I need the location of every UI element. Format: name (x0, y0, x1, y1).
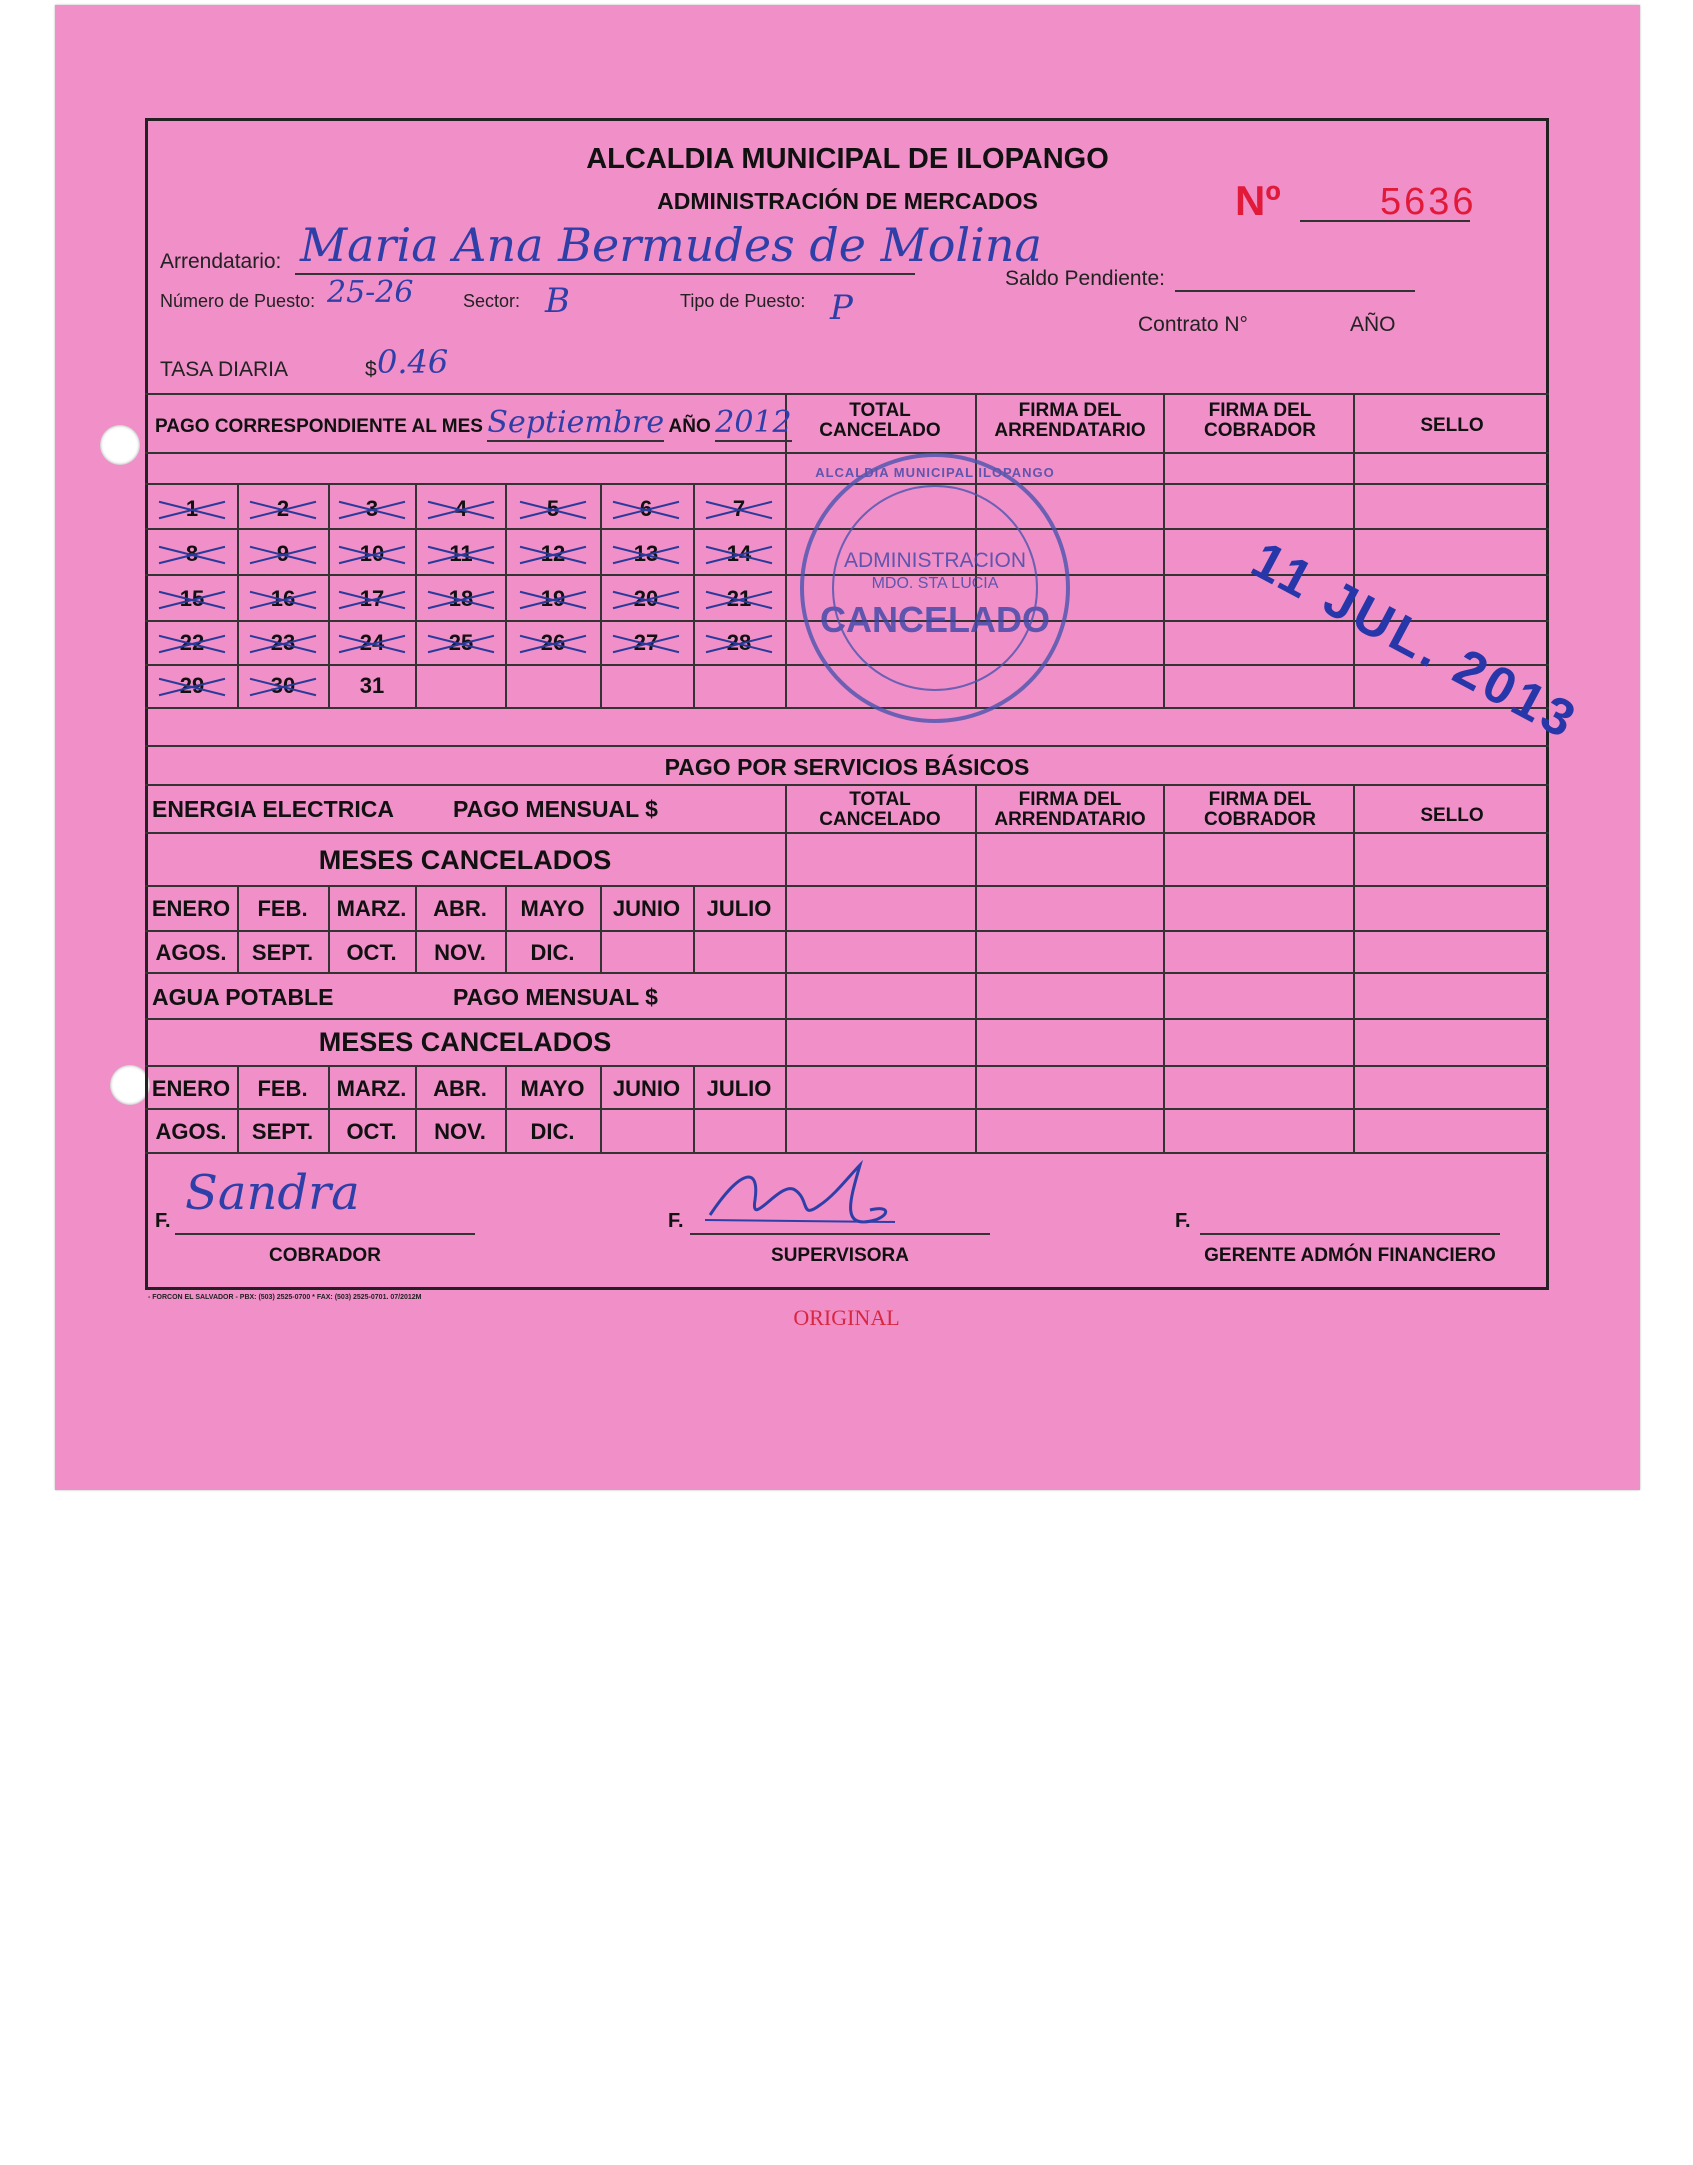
day-cell: 7 (695, 496, 783, 522)
sector-label: Sector: (463, 291, 521, 311)
agua-month-marz: MARZ. (336, 1076, 407, 1101)
agua-month-julio: JULIO (706, 1076, 772, 1101)
col-firma-arrendatario: FIRMA DEL ARRENDATARIO (994, 400, 1146, 441)
day-cell: 28 (695, 630, 783, 656)
anio-label: AÑO (1350, 313, 1396, 336)
punch-hole-top (100, 425, 140, 465)
day-cell: 10 (328, 541, 416, 567)
day-cell: 6 (602, 496, 690, 522)
day-cell: 30 (239, 673, 327, 699)
cobrador-f-prefix: F. (155, 1210, 171, 1232)
day-cell: 15 (148, 586, 236, 612)
saldo-pendiente-label: Saldo Pendiente: (1005, 267, 1165, 290)
day-cell: 4 (417, 496, 505, 522)
energia-month-julio: JULIO (706, 896, 772, 921)
energia-month-nov: NOV. (434, 940, 486, 965)
tasa-diaria-label: TASA DIARIA (160, 358, 288, 381)
punch-hole-bottom (110, 1065, 150, 1105)
year-label: AÑO (668, 416, 711, 437)
printer-footnote: - FORCON EL SALVADOR - PBX: (503) 2525-0700 * FAX: (503) 2525-0701. 07/2012M (148, 1294, 422, 1301)
numero-puesto-label: Número de Puesto: (160, 291, 316, 311)
energia-month-dic: DIC. (530, 940, 575, 965)
administracion-seal (800, 453, 1070, 723)
day-cell: 9 (239, 541, 327, 567)
day-cell: 1 (148, 496, 236, 522)
day-cell: 17 (328, 586, 416, 612)
energia-month-mayo: MAYO (520, 896, 585, 921)
document-title: ALCALDIA MUNICIPAL DE ILOPANGO (586, 143, 1109, 175)
agua-label: AGUA POTABLE (152, 984, 334, 1010)
agua-month-feb: FEB. (257, 1076, 308, 1101)
month-value: Septiembre (487, 405, 665, 440)
tipo-puesto-label: Tipo de Puesto: (680, 291, 806, 311)
month-row (155, 405, 792, 440)
energia-pago-mensual-label: PAGO MENSUAL $ (453, 796, 658, 822)
col-total-cancelado: TOTAL CANCELADO (819, 400, 941, 441)
day-cell: 20 (602, 586, 690, 612)
energia-month-oct: OCT. (346, 940, 397, 965)
day-cell: 11 (417, 541, 505, 567)
agua-month-agos: AGOS. (155, 1119, 227, 1144)
arrendatario-value: Maria Ana Bermudes de Molina (300, 218, 1042, 272)
day-cell: 22 (148, 630, 236, 656)
energia-month-enero: ENERO (151, 896, 231, 921)
gerente-f-prefix: F. (1175, 1210, 1191, 1232)
day-cell: 16 (239, 586, 327, 612)
tipo-puesto-value: P (830, 288, 853, 328)
col-firma-cobrador: FIRMA DEL COBRADOR (1204, 400, 1316, 441)
document-subtitle: ADMINISTRACIÓN DE MERCADOS (657, 188, 1038, 214)
day-cell: 12 (509, 541, 597, 567)
tasa-currency: $ (365, 358, 377, 381)
day-cell: 19 (509, 586, 597, 612)
receipt-number-value: 5636 (1380, 181, 1477, 223)
seal-line-1: ADMINISTRACION (843, 549, 1026, 572)
year-value: 2012 (715, 405, 792, 440)
agua-pago-mensual-label: PAGO MENSUAL $ (453, 984, 658, 1010)
agua-month-oct: OCT. (346, 1119, 397, 1144)
day-cell: 23 (239, 630, 327, 656)
gerente-label: GERENTE ADMÓN FINANCIERO (1204, 1245, 1496, 1266)
energia-month-feb: FEB. (257, 896, 308, 921)
sector-value: B (545, 281, 570, 321)
day-cell: 2 (239, 496, 327, 522)
agua-month-sept: SEPT. (251, 1119, 314, 1144)
seal-line-2: MDO. STA LUCIA (871, 575, 999, 592)
tasa-diaria-value: 0.46 (377, 343, 449, 381)
energia-month-junio: JUNIO (612, 896, 681, 921)
arrendatario-label: Arrendatario: (160, 250, 282, 273)
cobrador-signature: Sandra (185, 1165, 360, 1221)
original-label: ORIGINAL (793, 1305, 900, 1330)
agua-month-dic: DIC. (530, 1119, 575, 1144)
day-cell: 3 (328, 496, 416, 522)
energia-meses-label: MESES CANCELADOS (318, 845, 612, 875)
services-title: PAGO POR SERVICIOS BÁSICOS (664, 754, 1030, 780)
day-cell: 18 (417, 586, 505, 612)
energia-month-sept: SEPT. (251, 940, 314, 965)
agua-month-abr: ABR. (433, 1076, 487, 1101)
date-stamp: 11 JUL. 2013 (1242, 530, 1588, 752)
month-label: PAGO CORRESPONDIENTE AL MES (155, 416, 483, 437)
day-cell: 14 (695, 541, 783, 567)
services-col-firma-arrendatario: FIRMA DEL ARRENDATARIO (994, 789, 1146, 830)
supervisora-label: SUPERVISORA (771, 1245, 909, 1266)
energia-month-agos: AGOS. (155, 940, 227, 965)
energia-month-abr: ABR. (433, 896, 487, 921)
day-cell: 5 (509, 496, 597, 522)
supervisora-signature-scribble (700, 1160, 900, 1240)
agua-month-junio: JUNIO (612, 1076, 681, 1101)
day-cell: 25 (417, 630, 505, 656)
supervisora-f-prefix: F. (668, 1210, 684, 1232)
seal-line-3: CANCELADO (820, 599, 1050, 640)
col-sello: SELLO (1420, 415, 1484, 436)
services-col-total: TOTAL CANCELADO (819, 789, 941, 830)
day-cell: 26 (509, 630, 597, 656)
day-cell: 8 (148, 541, 236, 567)
numero-puesto-value: 25-26 (327, 275, 414, 310)
day-cell: 31 (359, 673, 385, 698)
agua-meses-label: MESES CANCELADOS (318, 1027, 612, 1057)
contrato-label: Contrato N° (1138, 313, 1248, 336)
form-frame (145, 118, 1549, 1290)
day-cell: 29 (148, 673, 236, 699)
day-cell: 27 (602, 630, 690, 656)
seal-ring-text: ALCALDIA MUNICIPAL ILOPANGO (815, 465, 1055, 480)
services-col-sello: SELLO (1420, 805, 1484, 826)
energia-month-marz: MARZ. (336, 896, 407, 921)
cobrador-label: COBRADOR (269, 1245, 381, 1266)
receipt-number-label: Nº (1235, 177, 1281, 224)
agua-month-mayo: MAYO (520, 1076, 585, 1101)
agua-month-enero: ENERO (151, 1076, 231, 1101)
energia-label: ENERGIA ELECTRICA (152, 796, 394, 822)
day-cell: 24 (328, 630, 416, 656)
services-col-firma-cobrador: FIRMA DEL COBRADOR (1204, 789, 1316, 830)
agua-month-nov: NOV. (434, 1119, 486, 1144)
day-cell: 13 (602, 541, 690, 567)
day-cell: 21 (695, 586, 783, 612)
